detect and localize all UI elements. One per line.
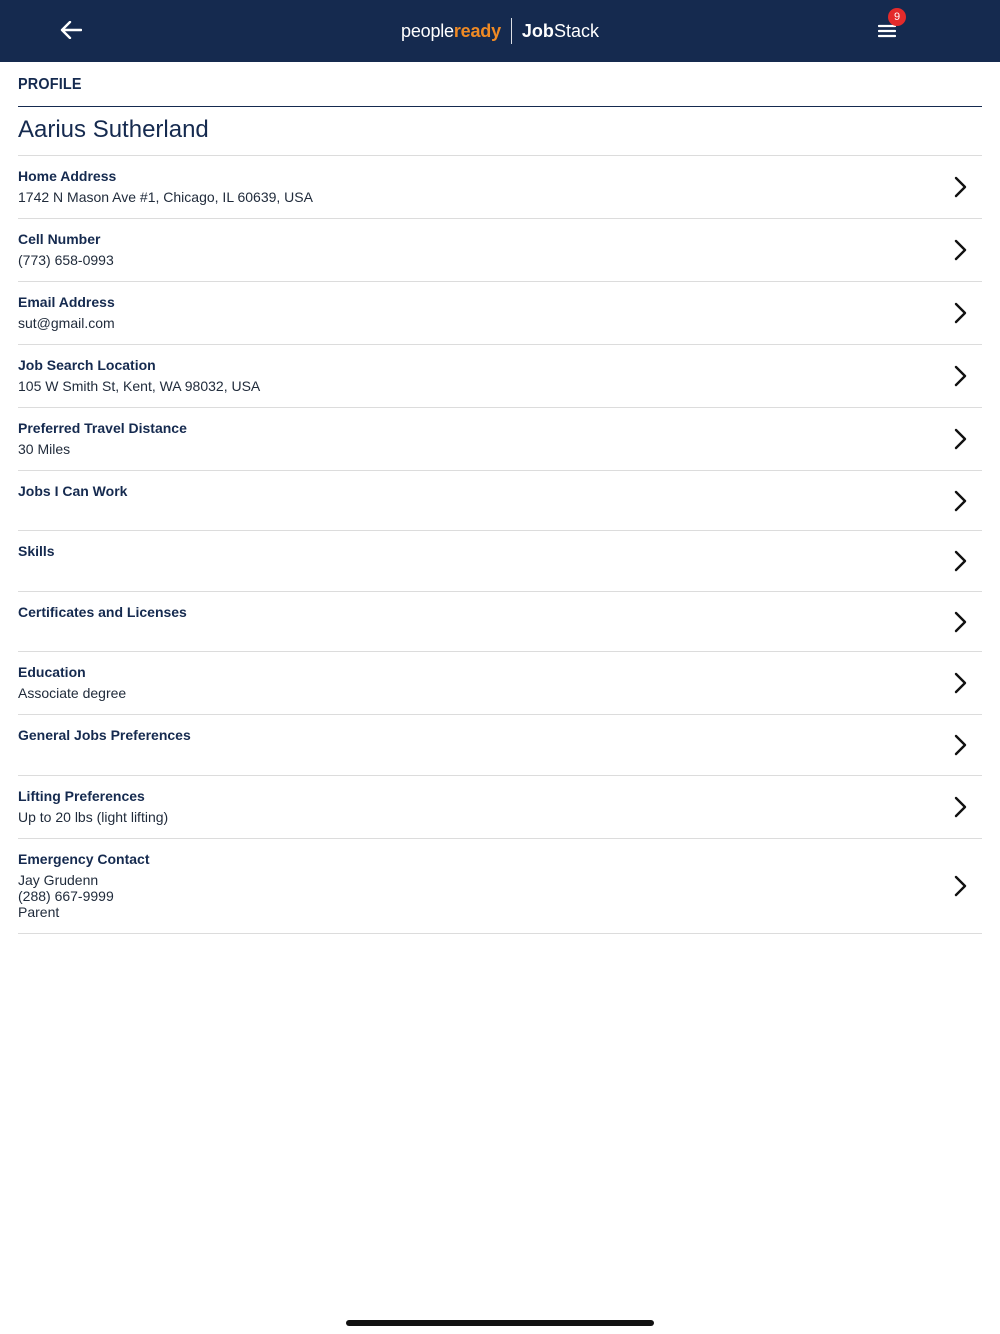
row-label: Skills — [18, 543, 55, 559]
profile-row-job-search-location[interactable] — [18, 345, 982, 408]
profile-row-home-address[interactable] — [18, 156, 982, 219]
row-label: Certificates and Licenses — [18, 604, 187, 620]
row-label: General Jobs Preferences — [18, 727, 191, 743]
row-label: Education — [18, 664, 86, 680]
row-value — [18, 252, 114, 268]
profile-row-preferred-travel-distance[interactable] — [18, 408, 982, 471]
row-value-line: 1742 N Mason Ave #1, Chicago, IL 60639, USA — [18, 189, 313, 205]
app-logo — [0, 0, 1000, 62]
row-value-line: 30 Miles — [18, 441, 71, 457]
chevron-right-icon — [954, 490, 968, 512]
row-value — [18, 315, 115, 331]
row-label: Job Search Location — [18, 357, 156, 373]
logo-job-text: Job — [521, 20, 554, 41]
home-indicator — [346, 1320, 654, 1326]
logo-people-text: people — [401, 20, 454, 41]
row-value — [18, 378, 260, 394]
profile-row-education[interactable] — [18, 652, 982, 715]
title-divider — [18, 106, 982, 107]
row-value — [18, 189, 313, 205]
profile-row-skills[interactable] — [18, 531, 982, 592]
row-label: Cell Number — [18, 231, 101, 247]
page-title: PROFILE — [18, 76, 82, 93]
row-value — [18, 809, 168, 825]
notification-badge: 9 — [888, 8, 906, 26]
row-value — [18, 685, 126, 701]
row-value-line: sut@gmail.com — [18, 315, 115, 331]
logo-divider — [511, 18, 512, 44]
chevron-right-icon — [954, 176, 968, 198]
row-value-line: Up to 20 lbs (light lifting) — [18, 809, 169, 825]
profile-list — [18, 156, 982, 934]
row-value — [18, 441, 70, 457]
logo-stack-text: Stack — [553, 20, 599, 41]
profile-row-email-address[interactable] — [18, 282, 982, 345]
chevron-right-icon — [954, 550, 968, 572]
row-value-line: (288) 667-9999 — [18, 888, 114, 904]
chevron-right-icon — [954, 796, 968, 818]
row-label: Preferred Travel Distance — [18, 420, 187, 436]
row-label: Emergency Contact — [18, 851, 150, 867]
row-value-line: 105 W Smith St, Kent, WA 98032, USA — [18, 378, 261, 394]
logo-ready-text: ready — [453, 20, 501, 41]
profile-row-cell-number[interactable] — [18, 219, 982, 282]
row-label: Lifting Preferences — [18, 788, 145, 804]
chevron-right-icon — [954, 239, 968, 261]
row-value-line: Associate degree — [18, 685, 127, 701]
profile-row-lifting-preferences[interactable] — [18, 776, 982, 839]
chevron-right-icon — [954, 875, 968, 897]
profile-row-certificates-and-licenses[interactable] — [18, 592, 982, 652]
row-label: Jobs I Can Work — [18, 483, 128, 499]
row-value-line: Parent — [18, 904, 60, 920]
hamburger-menu-icon — [878, 24, 896, 38]
profile-row-emergency-contact[interactable] — [18, 839, 982, 934]
row-value-line: Jay Grudenn — [18, 872, 99, 888]
chevron-right-icon — [954, 672, 968, 694]
profile-row-jobs-i-can-work[interactable] — [18, 471, 982, 531]
top-navigation-bar — [0, 0, 1000, 62]
row-label: Email Address — [18, 294, 115, 310]
row-value — [18, 872, 114, 920]
chevron-right-icon — [954, 365, 968, 387]
row-value-line: (773) 658-0993 — [18, 252, 114, 268]
profile-row-general-jobs-preferences[interactable] — [18, 715, 982, 776]
chevron-right-icon — [954, 734, 968, 756]
chevron-right-icon — [954, 428, 968, 450]
chevron-right-icon — [954, 302, 968, 324]
user-name: Aarius Sutherland — [18, 116, 209, 143]
chevron-right-icon — [954, 611, 968, 633]
row-label: Home Address — [18, 168, 117, 184]
